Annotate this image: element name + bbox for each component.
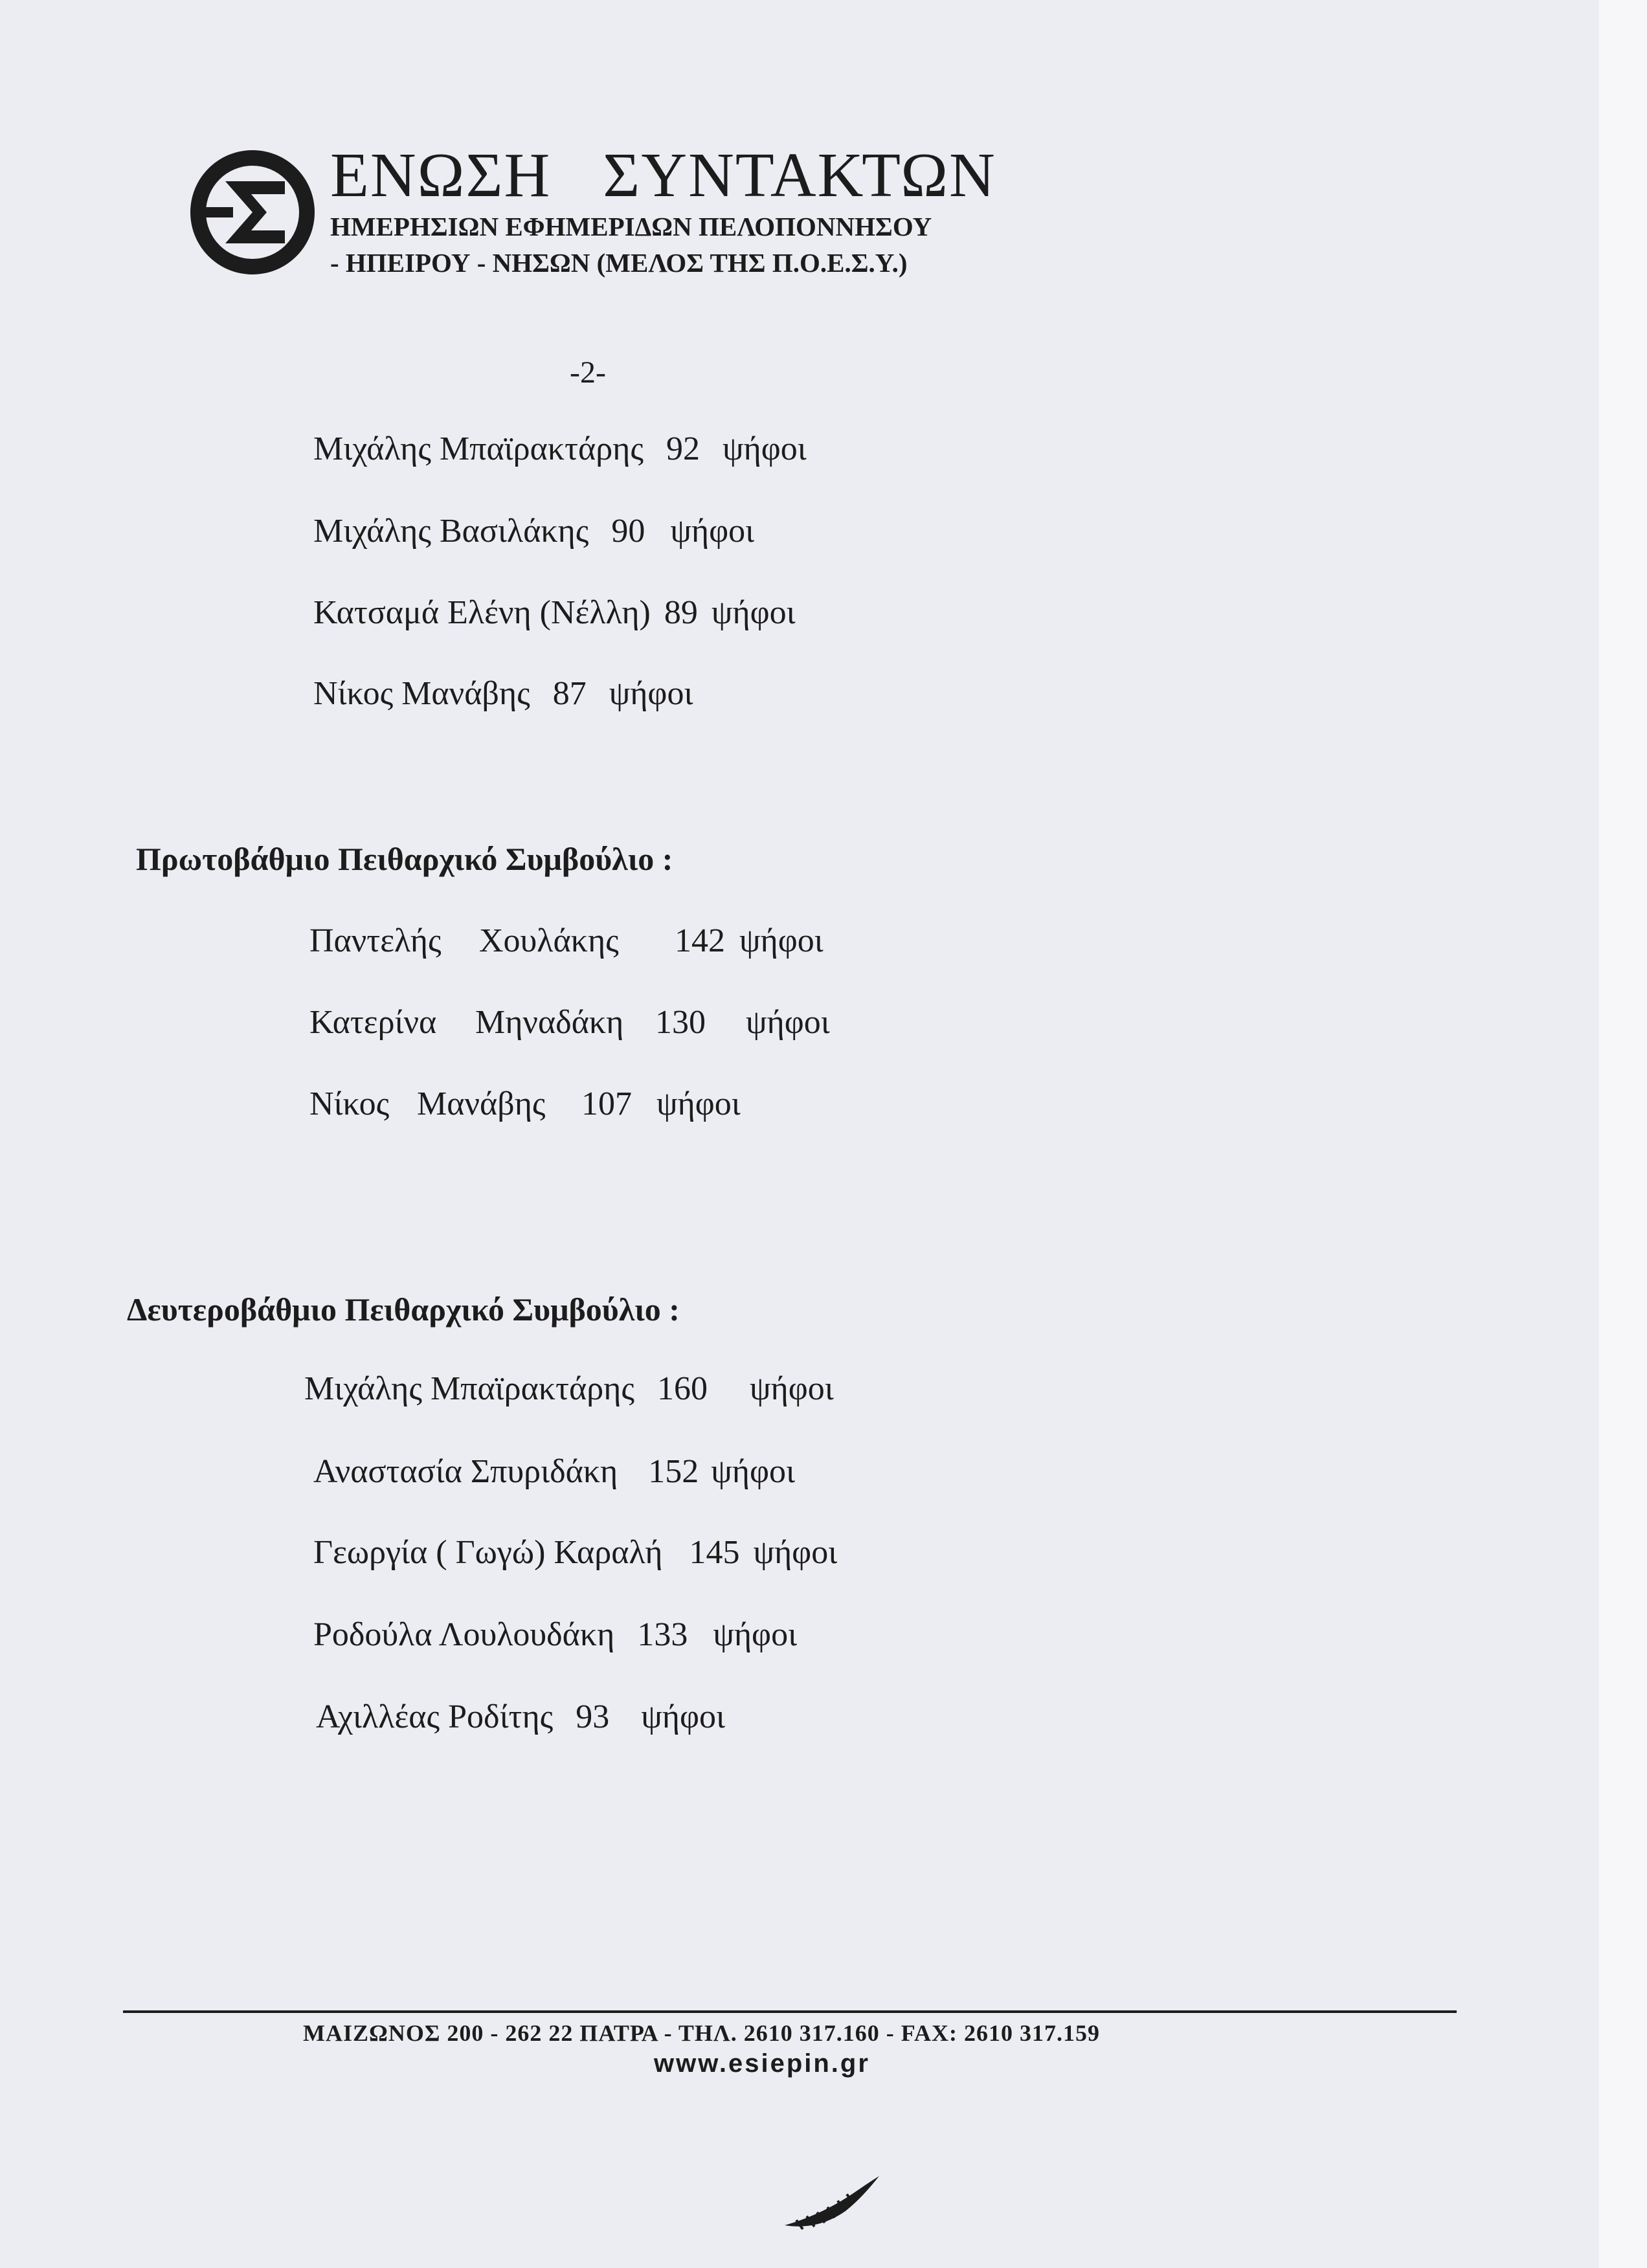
vote-unit: ψήφοι [656,1085,741,1122]
list-item [309,1087,741,1121]
scan-edge [1599,0,1647,2268]
candidate-name: Μιχάλης Βασιλάκης [313,513,589,550]
vote-unit: ψήφοι [713,1616,798,1653]
list-item [313,515,754,548]
vote-count: 89 [664,594,698,631]
candidate-name: Αχιλλέας Ροδίτης [316,1698,554,1735]
vote-unit: ψήφοι [722,430,807,467]
candidate-name: Ροδούλα Λουλουδάκη [313,1616,615,1653]
vote-unit: ψήφοι [749,1370,834,1407]
vote-unit: ψήφοι [641,1698,725,1735]
vote-unit: ψήφοι [711,594,796,631]
candidate-first-name: Νίκος [309,1085,390,1122]
candidate-name: Κατσαμά Ελένη (Νέλλη) [313,594,651,631]
vote-unit: ψήφοι [670,513,755,550]
vote-unit: ψήφοι [753,1534,838,1571]
page-number: -2- [570,355,606,390]
candidate-name: Αναστασία Σπυριδάκη [313,1453,618,1490]
candidate-name: Νίκος Μανάβης [313,675,530,712]
vote-count: 142 [675,922,725,959]
feather-mark-icon [783,2175,880,2233]
vote-count: 152 [648,1453,699,1490]
candidate-name: Μιχάλης Μπαϊρακτάρης [304,1370,634,1407]
organization-name [330,140,996,210]
vote-count: 90 [611,513,645,550]
candidate-name: Μιχάλης Μπαϊρακτάρης [313,430,644,467]
list-item [304,1372,834,1406]
vote-unit: ψήφοι [609,675,693,712]
vote-count: 93 [576,1698,610,1735]
candidate-name: Γεωργία ( Γωγώ) Καραλή [313,1534,663,1571]
list-item [313,596,796,630]
section-title-first-instance: Πρωτοβάθμιο Πειθαρχικό Συμβούλιο : [136,841,673,877]
vote-count: 92 [666,430,700,467]
vote-count: 133 [637,1616,688,1653]
vote-unit: ψήφοι [711,1453,795,1490]
organization-subtitle-line-2: - ΗΠΕΙΡΟΥ - ΝΗΣΩΝ (ΜΕΛΟΣ ΤΗΣ Π.Ο.Ε.Σ.Υ.) [330,248,908,278]
vote-count: 160 [656,1370,708,1407]
org-name-word-2: ΣΥΝΤΑΚΤΩΝ [603,140,996,210]
candidate-first-name: Κατερίνα [309,1004,437,1041]
footer-website: www.esiepin.gr [654,2049,870,2078]
candidate-last-name: Μανάβης [417,1085,546,1122]
list-item [316,1700,725,1734]
vote-count: 107 [581,1085,632,1122]
list-item [313,1618,797,1652]
vote-unit: ψήφοι [739,922,824,959]
organization-subtitle-line-1: ΗΜΕΡΗΣΙΩΝ ΕΦΗΜΕΡΙΔΩΝ ΠΕΛΟΠΟΝΝΗΣΟΥ [330,212,932,241]
footer-address: ΜΑΙΖΩΝΟΣ 200 - 262 22 ΠΑΤΡΑ - ΤΗΛ. 2610 317.160 - FAX: 2610 317.159 [303,2020,1101,2046]
union-logo-icon [188,148,317,277]
list-item [313,1455,795,1489]
candidate-first-name: Παντελής [309,922,442,959]
vote-count: 130 [655,1004,706,1041]
candidate-last-name: Μηναδάκη [475,1004,624,1041]
vote-unit: ψήφοι [746,1004,830,1041]
candidate-last-name: Χουλάκης [479,922,619,959]
footer-divider [123,2010,1457,2013]
vote-count: 87 [552,675,587,712]
list-item [313,1536,837,1570]
list-item [313,677,693,711]
vote-count: 145 [689,1534,740,1571]
list-item [309,1006,830,1040]
list-item [309,924,824,958]
section-title-second-instance: Δευτεροβάθμιο Πειθαρχικό Συμβούλιο : [127,1291,680,1328]
org-name-word-1: ΕΝΩΣΗ [330,140,552,210]
list-item [313,432,807,466]
